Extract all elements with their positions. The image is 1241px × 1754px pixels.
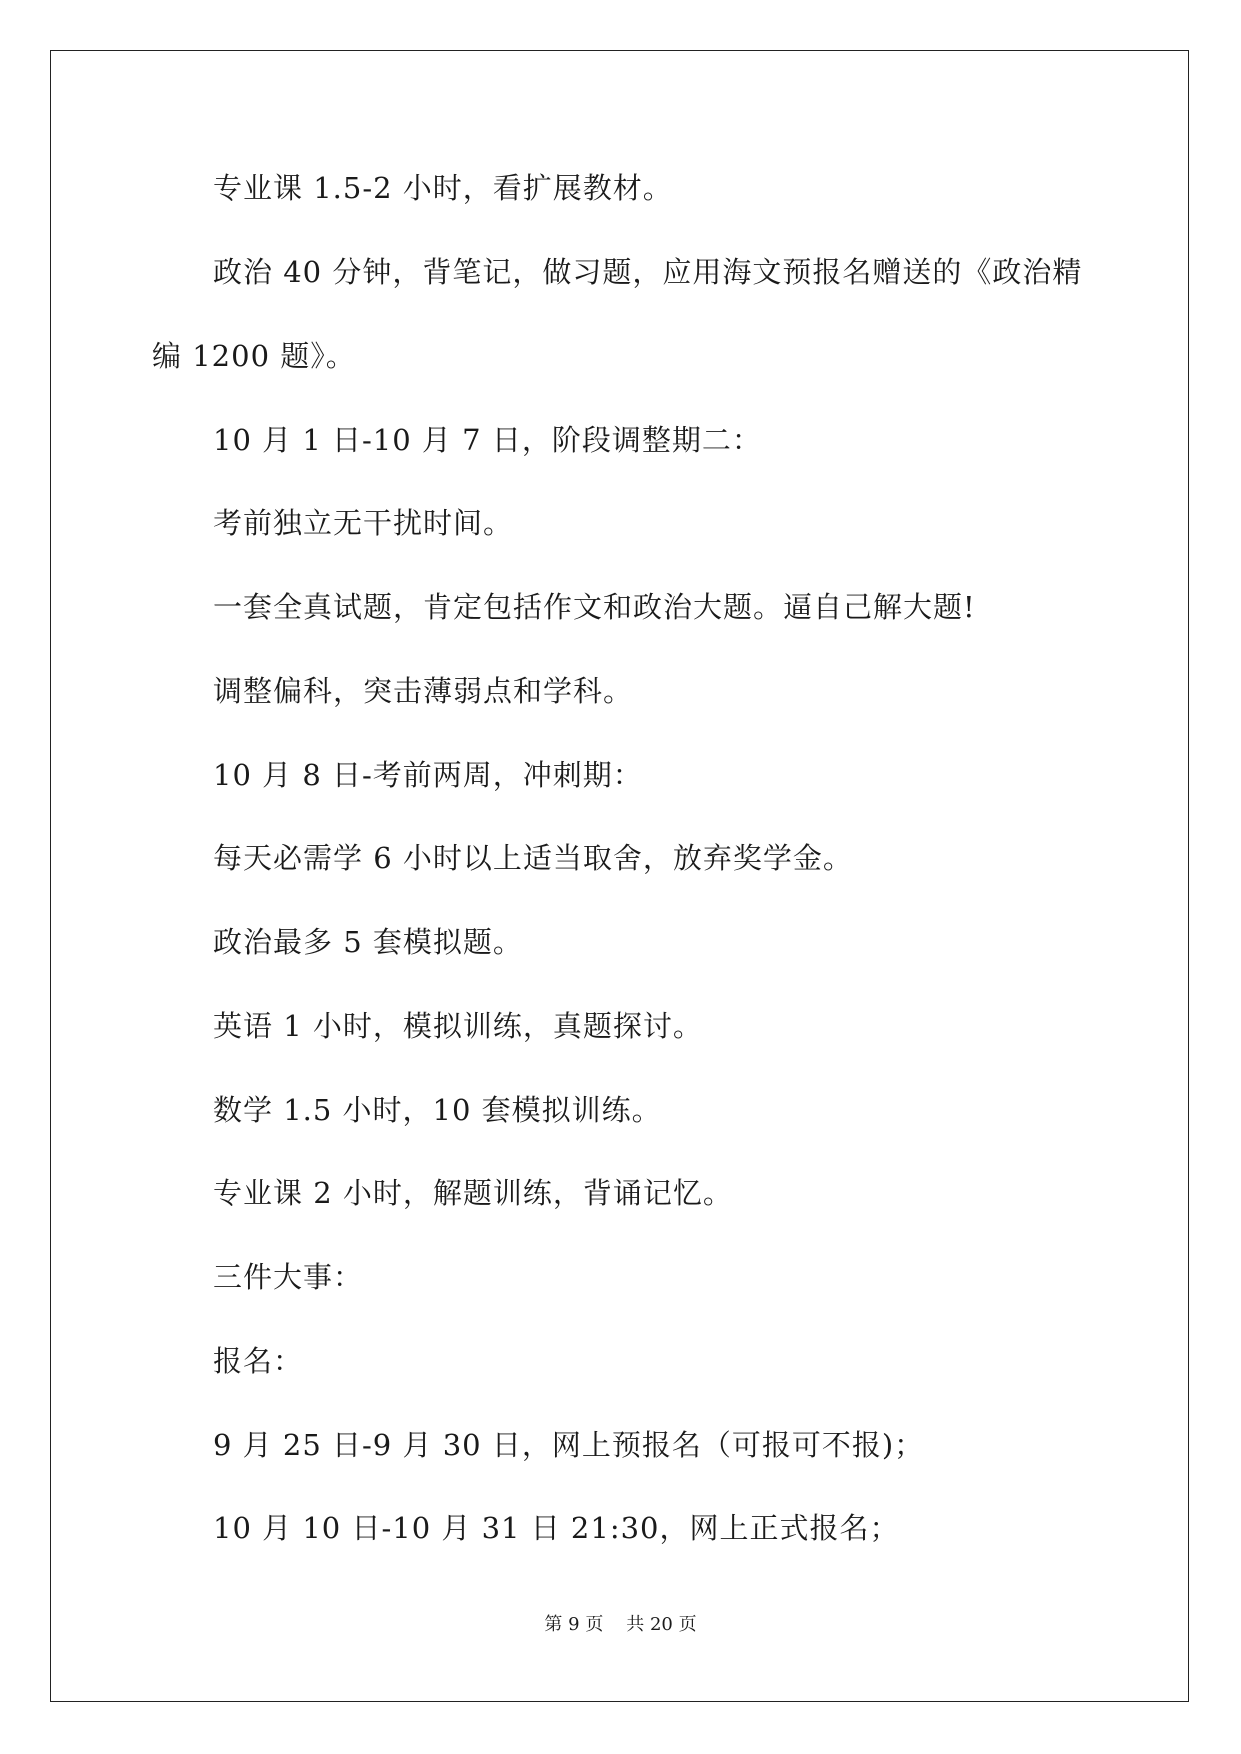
- paragraph-10: 英语 1 小时，模拟训练，真题探讨。: [213, 1009, 703, 1043]
- paragraph-7: 10 月 8 日-考前两周，冲刺期：: [213, 758, 643, 792]
- paragraph-9: 政治最多 5 套模拟题。: [213, 925, 523, 959]
- paragraph-12: 专业课 2 小时，解题训练，背诵记忆。: [213, 1176, 733, 1210]
- paragraph-5: 一套全真试题，肯定包括作文和政治大题。逼自己解大题!: [213, 590, 976, 624]
- paragraph-11: 数学 1.5 小时，10 套模拟训练。: [213, 1093, 662, 1127]
- paragraph-2-continuation: 编 1200 题》。: [152, 339, 356, 373]
- paragraph-14: 报名：: [213, 1344, 304, 1378]
- page-footer: [0, 1610, 1241, 1636]
- paragraph-1: 专业课 1.5-2 小时，看扩展教材。: [213, 171, 673, 205]
- page-total: 共 20 页: [626, 1614, 697, 1635]
- paragraph-8: 每天必需学 6 小时以上适当取舍，放弃奖学金。: [213, 841, 853, 875]
- paragraph-6: 调整偏科，突击薄弱点和学科。: [213, 674, 634, 708]
- paragraph-3: 10 月 1 日-10 月 7 日，阶段调整期二：: [213, 423, 762, 457]
- paragraph-13: 三件大事：: [213, 1260, 364, 1294]
- page-number: 第 9 页: [544, 1614, 604, 1635]
- paragraph-16: 10 月 10 日-10 月 31 日 21:30，网上正式报名；: [213, 1511, 900, 1545]
- paragraph-2: 政治 40 分钟，背笔记，做习题，应用海文预报名赠送的《政治精: [213, 255, 1083, 289]
- paragraph-15: 9 月 25 日-9 月 30 日，网上预报名（可报可不报)；: [213, 1428, 925, 1462]
- paragraph-4: 考前独立无干扰时间。: [213, 506, 514, 540]
